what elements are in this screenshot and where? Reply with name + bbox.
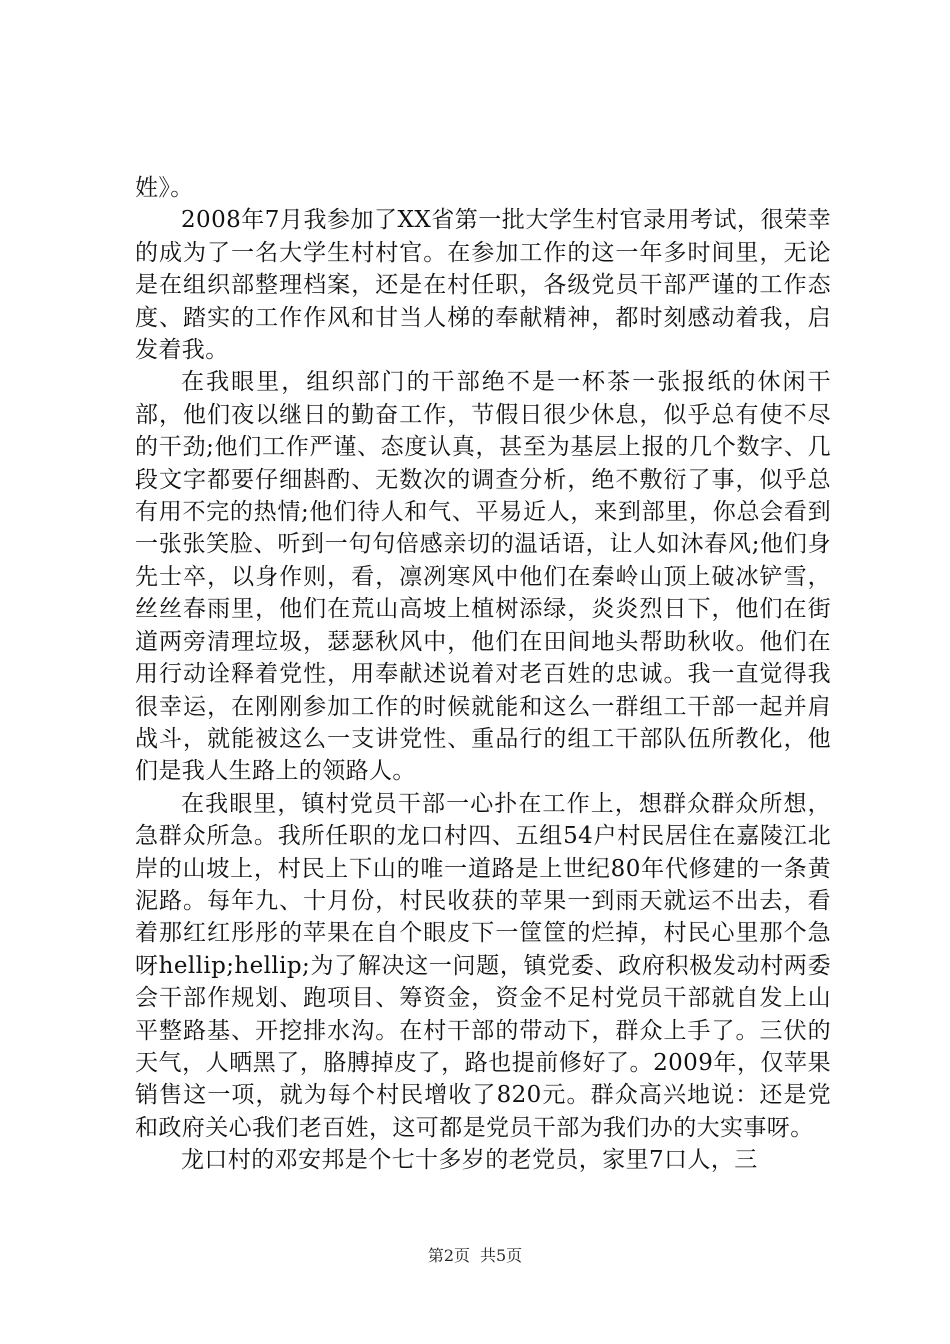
paragraph-village-cadres: 在我眼里，镇村党员干部一心扑在工作上，想群众群众所想，急群众所急。我所任职的龙口村四、五组54户村民居住在嘉陵江北岸的山坡上，村民上下山的唯一道路是上世纪80年代修建的一条黄泥路。每年九、十月份，村民收获的苹果一到雨天就运不出去，看着那红红彤彤的苹果在自个眼皮下一筐筐的烂掉，村民心里那个急呀hellip;hellip;为了解决这一问题，镇党委、政府积极发动村两委会干部作规划、跑项目、筹资金，资金不足村党员干部就自发上山平整路基、开挖排水沟。在村干部的带动下，群众上手了。三伏的天气，人晒黑了，胳膊掉皮了，路也提前修好了。2009年，仅苹果销售这一项，就为每个村民增收了820元。群众高兴地说：还是党和政府关心我们老百姓，这可都是党员干部为我们办的大实事呀。 — [135, 790, 831, 1141]
paragraph-old-party-member: 龙口村的邓安邦是个七十多岁的老党员，家里7口人，三 — [181, 1147, 758, 1174]
page-footer — [0, 1243, 950, 1266]
page-number: 第2页 — [427, 1246, 470, 1265]
page-total: 共5页 — [480, 1246, 523, 1265]
document-body — [135, 172, 831, 1177]
paragraph-organization-cadres: 在我眼里，组织部门的干部绝不是一杯茶一张报纸的休闲干部，他们夜以继日的勤奋工作，节假日很少休息，似乎总有使不尽的干劲;他们工作严谨、态度认真，甚至为基层上报的几个数字、几段文字都要仔细斟酌、无数次的调查分析，绝不敷衍了事，似乎总有用不完的热情;他们待人和气、平易近人，来到部里，你总会看到一张张笑脸、听到一句句倍感亲切的温话语，让人如沐春风;他们身先士卒，以身作则，看，凛冽寒风中他们在秦岭山顶上破冰铲雪，丝丝春雨里，他们在荒山高坡上植树添绿，炎炎烈日下，他们在街道两旁清理垃圾，瑟瑟秋风中，他们在田间地头帮助秋收。他们在用行动诠释着党性，用奉献述说着对老百姓的忠诚。我一直觉得我很幸运，在刚刚参加工作的时候就能和这么一群组工干部一起并肩战斗，就能被这么一支讲党性、重品行的组工干部队伍所教化，他们是我人生路上的领路人。 — [135, 369, 831, 785]
paragraph-exam: 2008年7月我参加了XX省第一批大学生村官录用考试，很荣幸的成为了一名大学生村村官。在参加工作的这一年多时间里，无论是在组织部整理档案，还是在村任职，各级党员干部严谨的工作态度、踏实的工作作风和甘当人梯的奉献精神，都时刻感动着我，启发着我。 — [135, 207, 831, 364]
paragraph-continuation: 姓》。 — [135, 175, 194, 201]
